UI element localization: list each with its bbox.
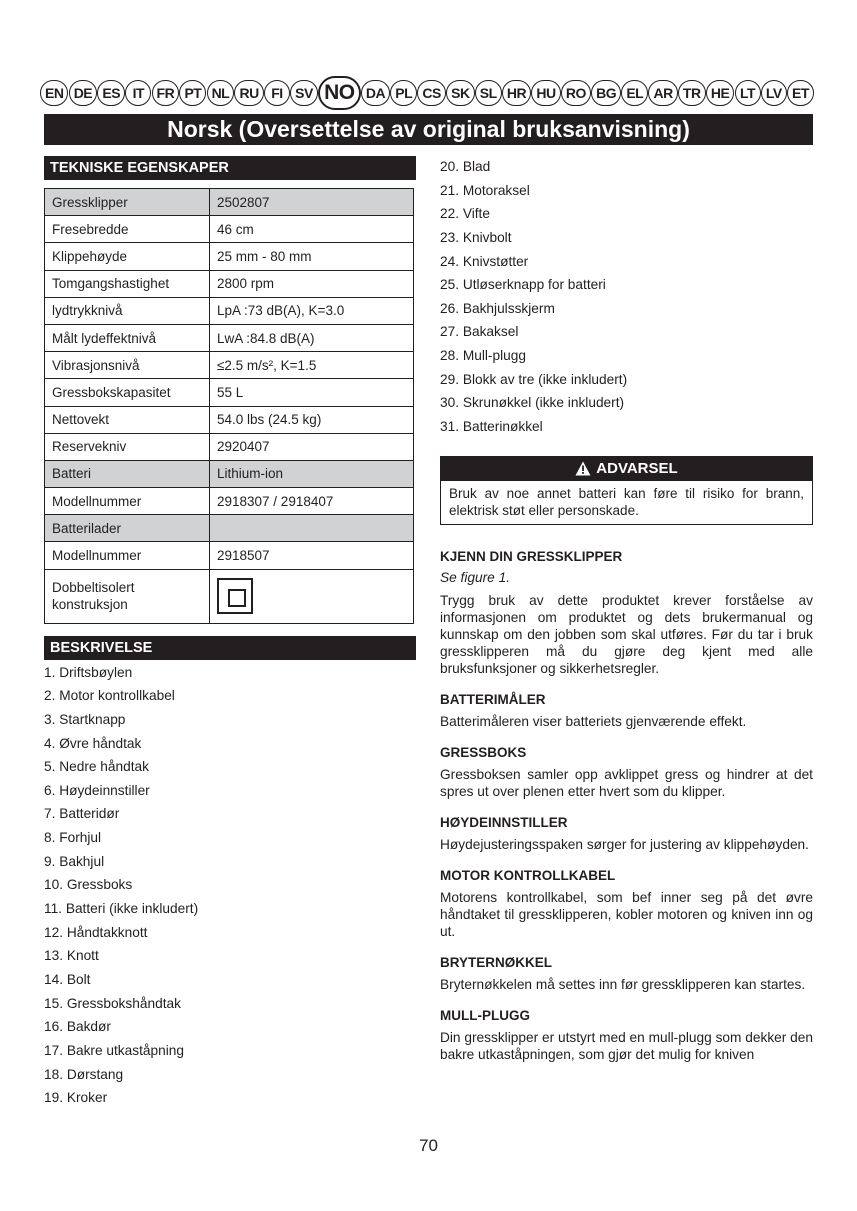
left-column (44, 156, 416, 1110)
double-insulation-icon (217, 578, 253, 614)
spec-label: Fresebredde (45, 216, 210, 243)
spec-label: Vibrasjonsnivå (45, 352, 210, 379)
switch-key-heading: BRYTERNØKKEL (440, 954, 553, 970)
right-column (440, 155, 813, 1063)
warning-header (441, 457, 812, 481)
list-item: 21. Motoraksel (440, 182, 530, 198)
mulch-body: Din gressklipper er utstyrt med en mull-plugg som dekker den bakre utkaståpningen, som gjør det mulig for kniven (440, 1029, 813, 1062)
switch-key-body: Bryternøkkelen må settes inn før gressklipperen kan startes. (440, 976, 806, 992)
list-item: 10. Gressboks (44, 877, 133, 893)
spec-value: LpA :73 dB(A), K=3.0 (210, 297, 414, 324)
mulch-heading: MULL-PLUGG (440, 1007, 530, 1023)
double-insulated-cell (210, 569, 414, 623)
language-ar[interactable]: AR (648, 80, 677, 106)
spec-label: lydtrykknivå (45, 297, 210, 324)
language-fr[interactable]: FR (152, 80, 180, 106)
spec-label: Gressklipper (45, 189, 210, 216)
specs-table (44, 188, 414, 624)
language-de[interactable]: DE (69, 80, 97, 106)
spec-value: LwA :84.8 dB(A) (210, 324, 414, 351)
spec-value (210, 515, 414, 542)
spec-value: 46 cm (210, 216, 414, 243)
spec-label: Modellnummer (45, 488, 210, 515)
spec-row (45, 460, 414, 487)
warning-text: Bruk av noe annet batteri kan føre til risiko for brann, elektrisk støt eller personskade. (449, 485, 804, 518)
list-item: 30. Skrunøkkel (ikke inkludert) (440, 395, 625, 411)
list-item: 9. Bakhjul (44, 853, 105, 869)
language-es[interactable]: ES (97, 80, 125, 106)
parts-list-continued (440, 155, 813, 439)
spec-label: Reservekniv (45, 433, 210, 460)
spec-label: Modellnummer (45, 542, 210, 569)
spec-row (45, 406, 414, 433)
spec-row (45, 515, 414, 542)
list-item: 26. Bakhjulsskjerm (440, 300, 555, 316)
spec-row (45, 488, 414, 515)
spec-value: 25 mm - 80 mm (210, 243, 414, 270)
list-item: 27. Bakaksel (440, 324, 519, 340)
language-nl[interactable]: NL (207, 80, 235, 106)
language-fi[interactable]: FI (264, 80, 290, 106)
spec-row (45, 270, 414, 297)
double-insulated-label: Dobbeltisolert konstruksjon (45, 569, 210, 623)
spec-row (45, 324, 414, 351)
language-sv[interactable]: SV (290, 80, 318, 106)
spec-label: Tomgangshastighet (45, 270, 210, 297)
spec-label: Batteri (45, 460, 210, 487)
list-item: 17. Bakre utkaståpning (44, 1042, 185, 1058)
warning-icon (575, 461, 591, 476)
language-en[interactable]: EN (40, 80, 68, 106)
know-figure-ref: Se figure 1. (440, 569, 511, 585)
language-ro[interactable]: RO (561, 80, 591, 106)
language-da[interactable]: DA (361, 80, 390, 106)
spec-value: 2800 rpm (210, 270, 414, 297)
spec-value: 2918307 / 2918407 (210, 488, 414, 515)
list-item: 13. Knott (44, 948, 99, 964)
list-item: 25. Utløserknapp for batteri (440, 277, 606, 293)
spec-value: 55 L (210, 379, 414, 406)
grass-box-heading: GRESSBOKS (440, 744, 527, 760)
spec-value: 2920407 (210, 433, 414, 460)
list-item: 22. Vifte (440, 206, 490, 222)
page-title: Norsk (Oversettelse av original bruksanvisning) (44, 114, 813, 145)
height-heading: HØYDEINNSTILLER (440, 814, 568, 830)
spec-value: ≤2.5 m/s², K=1.5 (210, 352, 414, 379)
language-el[interactable]: EL (621, 80, 648, 106)
list-item: 19. Kroker (44, 1090, 108, 1106)
list-item: 12. Håndtakknott (44, 924, 148, 940)
list-item: 24. Knivstøtter (440, 253, 529, 269)
description-list (44, 661, 416, 1110)
list-item: 20. Blad (440, 159, 491, 174)
spec-value: 2918507 (210, 542, 414, 569)
language-pl[interactable]: PL (390, 80, 417, 106)
spec-row (45, 542, 414, 569)
language-tr[interactable]: TR (678, 80, 706, 106)
spec-row (45, 297, 414, 324)
height-body: Høydejusteringsspaken sørger for justering av klippehøyden. (440, 836, 809, 852)
list-item: 23. Knivbolt (440, 229, 512, 245)
spec-value: 54.0 lbs (24.5 kg) (210, 406, 414, 433)
list-item: 31. Batterinøkkel (440, 419, 543, 435)
motor-cable-body: Motorens kontrollkabel, som bef inner seg på det øvre håndtaket til gressklipperen, kobler motoren og kniven inn og ut. (440, 889, 813, 939)
spec-label: Målt lydeffektnivå (45, 324, 210, 351)
spec-label: Klippehøyde (45, 243, 210, 270)
spec-row (45, 189, 414, 216)
know-heading: KJENN DIN GRESSKLIPPER (440, 548, 623, 564)
list-item: 1. Driftsbøylen (44, 664, 133, 680)
spec-label: Gressbokskapasitet (45, 379, 210, 406)
language-sl[interactable]: SL (475, 80, 502, 106)
list-item: 18. Dørstang (44, 1066, 124, 1082)
language-cs[interactable]: CS (417, 80, 445, 106)
language-hr[interactable]: HR (502, 80, 531, 106)
language-hu[interactable]: HU (531, 80, 560, 106)
spec-value: 2502807 (210, 189, 414, 216)
spec-row (45, 379, 414, 406)
page-number: 70 (419, 1136, 438, 1155)
list-item: 11. Batteri (ikke inkludert) (44, 901, 199, 917)
list-item: 7. Batteridør (44, 806, 120, 822)
spec-label: Nettovekt (45, 406, 210, 433)
list-item: 8. Forhjul (44, 830, 102, 846)
spec-label: Batterilader (45, 515, 210, 542)
list-item: 29. Blokk av tre (ikke inkludert) (440, 371, 628, 387)
grass-box-body: Gressboksen samler opp avklippet gress og hindrer at det spres ut over plenen etter hvert som du klipper. (440, 766, 813, 799)
spec-row (45, 352, 414, 379)
description-header: BESKRIVELSE (44, 636, 416, 660)
language-lt[interactable]: LT (735, 80, 761, 106)
list-item: 15. Gressbokshåndtak (44, 995, 181, 1011)
spec-row (45, 243, 414, 270)
battery-meter-heading: BATTERIMÅLER (440, 691, 546, 707)
language-pt[interactable]: PT (179, 80, 206, 106)
language-ru[interactable]: RU (234, 80, 263, 106)
language-no[interactable]: NO (318, 76, 361, 110)
spec-value: Lithium-ion (210, 460, 414, 487)
battery-meter-body: Batterimåleren viser batteriets gjenværende effekt. (440, 713, 747, 729)
warning-box (440, 456, 813, 525)
list-item: 3. Startknapp (44, 711, 126, 727)
list-item: 6. Høydeinnstiller (44, 782, 150, 798)
list-item: 14. Bolt (44, 971, 91, 987)
know-body: Trygg bruk av dette produktet krever forståelse av informasjonen om produktet og dets brukermanual og kunnskap om den jobben som skal utføres. Før du tar i bruk gressklipperen må du gjøre deg kjent med alle bruksfunksjoner og sikkerhetsregler. (440, 592, 813, 676)
language-he[interactable]: HE (706, 80, 734, 106)
list-item: 2. Motor kontrollkabel (44, 688, 175, 704)
language-bg[interactable]: BG (591, 80, 621, 106)
list-item: 4. Øvre håndtak (44, 735, 142, 751)
motor-cable-heading: MOTOR KONTROLLKABEL (440, 867, 616, 883)
language-lv[interactable]: LV (761, 80, 787, 106)
specs-header: TEKNISKE EGENSKAPER (44, 156, 416, 180)
list-item: 16. Bakdør (44, 1019, 111, 1035)
language-bar (40, 78, 814, 108)
spec-row-double-insulated (45, 569, 414, 623)
spec-row (45, 216, 414, 243)
language-sk[interactable]: SK (446, 80, 474, 106)
language-et[interactable]: ET (787, 80, 814, 106)
list-item: 28. Mull-plugg (440, 348, 526, 364)
spec-row (45, 433, 414, 460)
warning-title: ADVARSEL (596, 460, 678, 478)
list-item: 5. Nedre håndtak (44, 759, 150, 775)
language-it[interactable]: IT (125, 80, 151, 106)
